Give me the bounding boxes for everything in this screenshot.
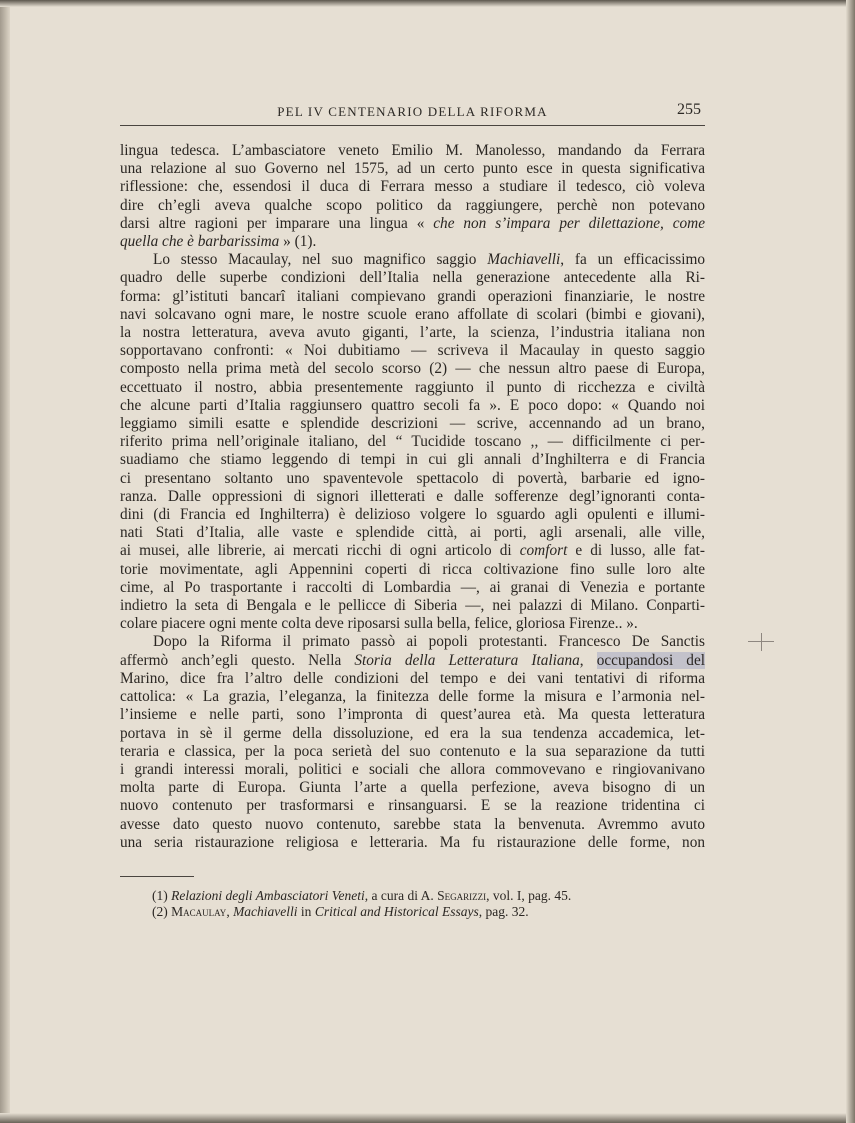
- paragraph-start-line: Dopo la Riforma il primato passò ai popoli protestanti. Francesco De Sanctis: [153, 633, 705, 651]
- paragraph-start-line: Lo stesso Macaulay, nel suo magnifico saggio Machiavelli, fa un efficacissimo: [153, 251, 705, 269]
- text-line: indietro la seta di Bengala e le pellicce di Siberia —, nei palazzi di Milano. Conparti-: [120, 597, 705, 615]
- text-line: nuovo contenuto per trasformarsi e rinsanguarsi. E se la reazione tridentina ci: [120, 797, 705, 815]
- text-line: molta parte di Europa. Giunta l’arte a quella perfezione, aveva bisogno di un: [120, 779, 705, 797]
- text-line: ai musei, alle librerie, ai mercati ricchi di ogni articolo di comfort e di lusso, alle fat-: [120, 542, 705, 560]
- margin-pencil-mark: [748, 633, 774, 651]
- text-line: nati Stati d’Italia, alle vaste e splendide città, ai porti, agli arsenali, alle ville,: [120, 524, 705, 542]
- text-line: navi solcavano ogni mare, le nostre scuole erano affollate di scolari (bimbi e giovani),: [120, 305, 705, 323]
- text-line: composto nella prima metà del secolo scorso (2) — che nessun altro paese di Europa,: [120, 360, 705, 378]
- text-line: i grandi interessi morali, politici e sociali che allora commovevano e ringiovanivano: [120, 760, 705, 778]
- text-line: cattolica: « La grazia, l’eleganza, la finitezza delle forme la misura e l’armonia nel-: [120, 688, 705, 706]
- text-line: forma: gl’istituti bancarî italiani compievano grandi operazioni finanziarie, le nostre: [120, 287, 705, 305]
- text-line: quadro delle superbe condizioni dell’Italia nella generazione antecedente alla Ri-: [120, 269, 705, 287]
- page-top-edge: [0, 0, 855, 7]
- text-line: colare piacere ogni mente colta deve riposarsi sulla bella, felice, gloriosa Firenze.. ».: [120, 615, 638, 633]
- text-line: suadiamo che stiamo leggendo di tempi in cui gli annali d’Inghilterra e di Francia: [120, 451, 705, 469]
- footnote-divider: [120, 876, 194, 877]
- text-line: sopportavano confronti: « Noi dubitiamo — scriveva il Macaulay in questo saggio: [120, 342, 705, 360]
- text-line: quella che è barbarissima » (1).: [120, 233, 317, 251]
- text-line: riflessione: che, essendosi il duca di Ferrara messo a studiare il tedesco, ciò voleva: [120, 178, 705, 196]
- text-line: riferito prima nell’originale italiano, del “ Tucidide toscano ,, — difficilmente ci per-: [120, 433, 705, 451]
- highlighted-line: affermò anch’egli questo. Nella Storia della Letteratura Italiana, occupandosi del: [120, 651, 705, 669]
- text-line: ranza. Dalle oppressioni di signori illetterati e dalle sofferenze degl’ignoranti conta-: [120, 487, 705, 505]
- text-line: avesse dato questo nuovo contenuto, sarebbe stata la benvenuta. Avremmo avuto: [120, 815, 705, 833]
- text-line: teraria e classica, per la poca serietà del suo contenuto e la sua separazione da tutti: [120, 742, 705, 760]
- running-title: PEL IV CENTENARIO DELLA RIFORMA: [277, 104, 548, 119]
- text-line: torie movimentate, agli Appennini coperti di ricca coltivazione fino sulle loro alte: [120, 560, 705, 578]
- text-line: portava in sè il germe della dissoluzione, ed era la sua tendenza accademica, let-: [120, 724, 705, 742]
- text-line: darsi altre ragioni per imparare una lingua « che non s’impara per dilettazione, come: [120, 214, 705, 232]
- page-bottom-edge: [0, 1113, 855, 1123]
- text-line: che alcune parti d’Italia raggiunsero quattro secoli fa ». E poco dopo: « Quando noi: [120, 396, 705, 414]
- body-text: [120, 142, 705, 852]
- text-line: dini (di Francia ed Inghilterra) è delizioso volgere lo sguardo agli opulenti e illumi-: [120, 506, 705, 524]
- footnote-2: (2) Macaulay, Machiavelli in Critical and Historical Essays, pag. 32.: [152, 904, 529, 919]
- running-header: [120, 101, 705, 126]
- text-line: la nostra letteratura, aveva avuto giganti, l’arte, la scienza, l’industria italiana non: [120, 324, 705, 342]
- text-line: leggiamo simili esatte e splendide descrizioni — scrive, accennando ad un brano,: [120, 415, 705, 433]
- footnotes: [152, 888, 712, 920]
- text-line: ci presentano soltanto uno spaventevole spettacolo di povertà, barbarie ed igno-: [120, 469, 705, 487]
- page-number: 255: [677, 101, 701, 118]
- text-line: Marino, dice fra l’altro delle condizioni del tempo e dei vani tentativi di riforma: [120, 669, 705, 687]
- text-line: cime, al Po trasportante i raccolti di Lombardia —, ai granai di Venezia e portante: [120, 578, 705, 596]
- text-line: eccettuato il nostro, abbia presentemente raggiunto il punto di ricchezza e civiltà: [120, 378, 705, 396]
- text-line: dire ch’egli aveva qualche scopo politico da raggiungere, perchè non potevano: [120, 196, 705, 214]
- text-line: una seria ristaurazione religiosa e letteraria. Ma fu ristaurazione delle forme, non: [120, 833, 705, 851]
- text-line: una relazione al suo Governo nel 1575, ad un certo punto esce in questa significativa: [120, 160, 705, 178]
- text-line: lingua tedesca. L’ambasciatore veneto Emilio M. Manolesso, mandando da Ferrara: [120, 142, 705, 159]
- footnote-1: (1) Relazioni degli Ambasciatori Veneti, a cura di A. Segarizzi, vol. I, pag. 45.: [152, 888, 572, 903]
- text-line: l’insieme e nelle parti, sono l’impronta di quest’aurea età. Ma questa letteratura: [120, 706, 705, 724]
